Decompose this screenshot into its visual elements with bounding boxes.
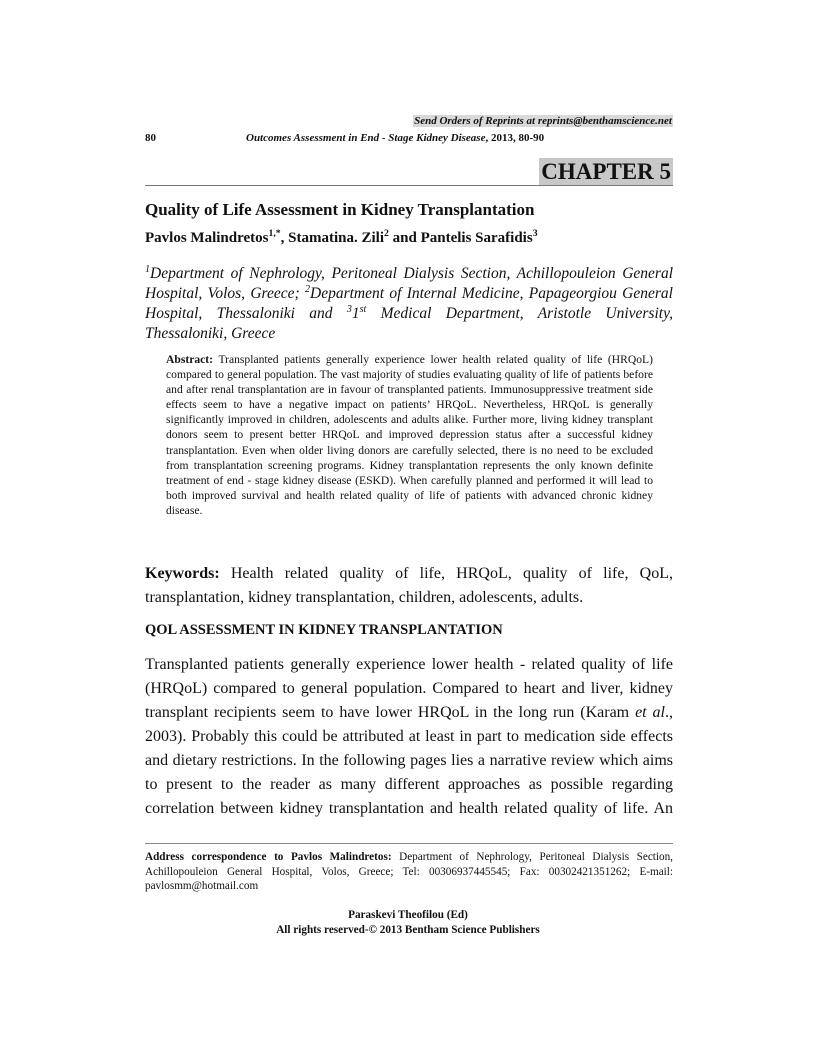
abstract-label: Abstract: [166, 353, 214, 366]
correspondence-footnote [145, 850, 673, 894]
paper-title: Quality of Life Assessment in Kidney Transplantation [145, 200, 535, 219]
reprints-notice: Send Orders of Reprints at reprints@benthamscience.net [414, 115, 672, 127]
sup: st [359, 303, 367, 315]
running-header [246, 132, 544, 144]
footnote-label: Address correspondence to Pavlos Malindretos: [145, 851, 392, 863]
author-sup: 3 [532, 228, 538, 239]
sup: 2 [304, 283, 310, 295]
keywords-label: Keywords: [145, 565, 220, 582]
footnote-rule [145, 843, 673, 844]
section-heading: QOL ASSESSMENT IN KIDNEY TRANSPLANTATION [145, 622, 503, 638]
author-sup: 2 [384, 228, 389, 239]
author-name: and Pantelis Sarafidis [388, 230, 533, 246]
abstract-text: Transplanted patients generally experience lower health related quality of life (HRQoL) compared to general population. The vast majority of studies evaluating quality of life of patients before and after renal transplantation are in favour of transplanted patients. Immunosuppressive treatment side effects seem to have a negative impact on patients’ HRQoL. Nevertheless, HRQoL is generally significantly improved in children, adolescents and adults alike. Further more, living kidney transplant donors seem to present better HRQoL and improved depression status after a successful kidney transplantation. Even when older living donors are carefully selected, there is no need to be excluded from transplantation screening programs. Kidney transplantation represents the only known definite treatment of end - stage kidney disease (ESKD). When carefully planned and performed it will lead to both improved survival and health related quality of life of patients with advanced chronic kidney disease. [166, 353, 653, 517]
sup: 1 [145, 263, 151, 275]
affiliation-3: Medical Department, Aristotle University, Thessaloniki, Greece [145, 305, 673, 342]
chapter-label: CHAPTER 5 [541, 159, 671, 184]
sup: 3 [346, 303, 352, 315]
journal-info: , 2013, 80-90 [485, 132, 545, 144]
authors [145, 230, 538, 247]
author-name: , Stamatina. Zili [280, 230, 385, 246]
ordinal: 1 [351, 305, 360, 322]
keywords-text: Health related quality of life, HRQoL, quality of life, QoL, transplantation, kidney transplantation, children, adolescents, adults. [145, 565, 673, 606]
keywords [145, 562, 673, 610]
author-name: Pavlos Malindretos [145, 230, 269, 246]
abstract [166, 352, 653, 518]
author-sup: 1,* [268, 228, 281, 239]
citation-etal: et al [635, 704, 666, 721]
editor-name: Paraskevi Theofilou (Ed) [348, 909, 468, 921]
body-text: Transplanted patients generally experience lower health - related quality of life (HRQoL) compared to general population. Compared to heart and liver, kidney transplant recipients seem to have lower HRQoL in the long run (Karam [145, 656, 673, 721]
journal-title: Outcomes Assessment in End - Stage Kidney Disease [246, 132, 486, 144]
affiliations [145, 264, 673, 344]
body-paragraph [145, 653, 673, 821]
affiliation-1: Department of Nephrology, Peritoneal Dialysis Section, Achillopouleion General Hospital, Volos, Greece; [145, 265, 673, 302]
copyright: All rights reserved-© 2013 Bentham Science Publishers [276, 923, 540, 936]
affiliation-2: Department of Internal Medicine, Papageorgiou General Hospital, Thessaloniki and [145, 285, 673, 322]
footnote-text: Department of Nephrology, Peritoneal Dialysis Section, Achillopouleion General Hospital, Volos, Greece; Tel: 00306937445545; Fax: 00302421351262; E-mail: pavlosmm@hotmail.com [145, 851, 673, 892]
page-number: 80 [145, 132, 156, 144]
editor-block [0, 908, 816, 937]
body-text: ., 2003). Probably this could be attributed at least in part to medication side effects and dietary restrictions. In the following pages lies a narrative review which aims to present to the reader as many different approaches as possible regarding correlation between kidney transplantation and health related quality of life. An [145, 704, 674, 817]
header-rule [145, 185, 673, 186]
